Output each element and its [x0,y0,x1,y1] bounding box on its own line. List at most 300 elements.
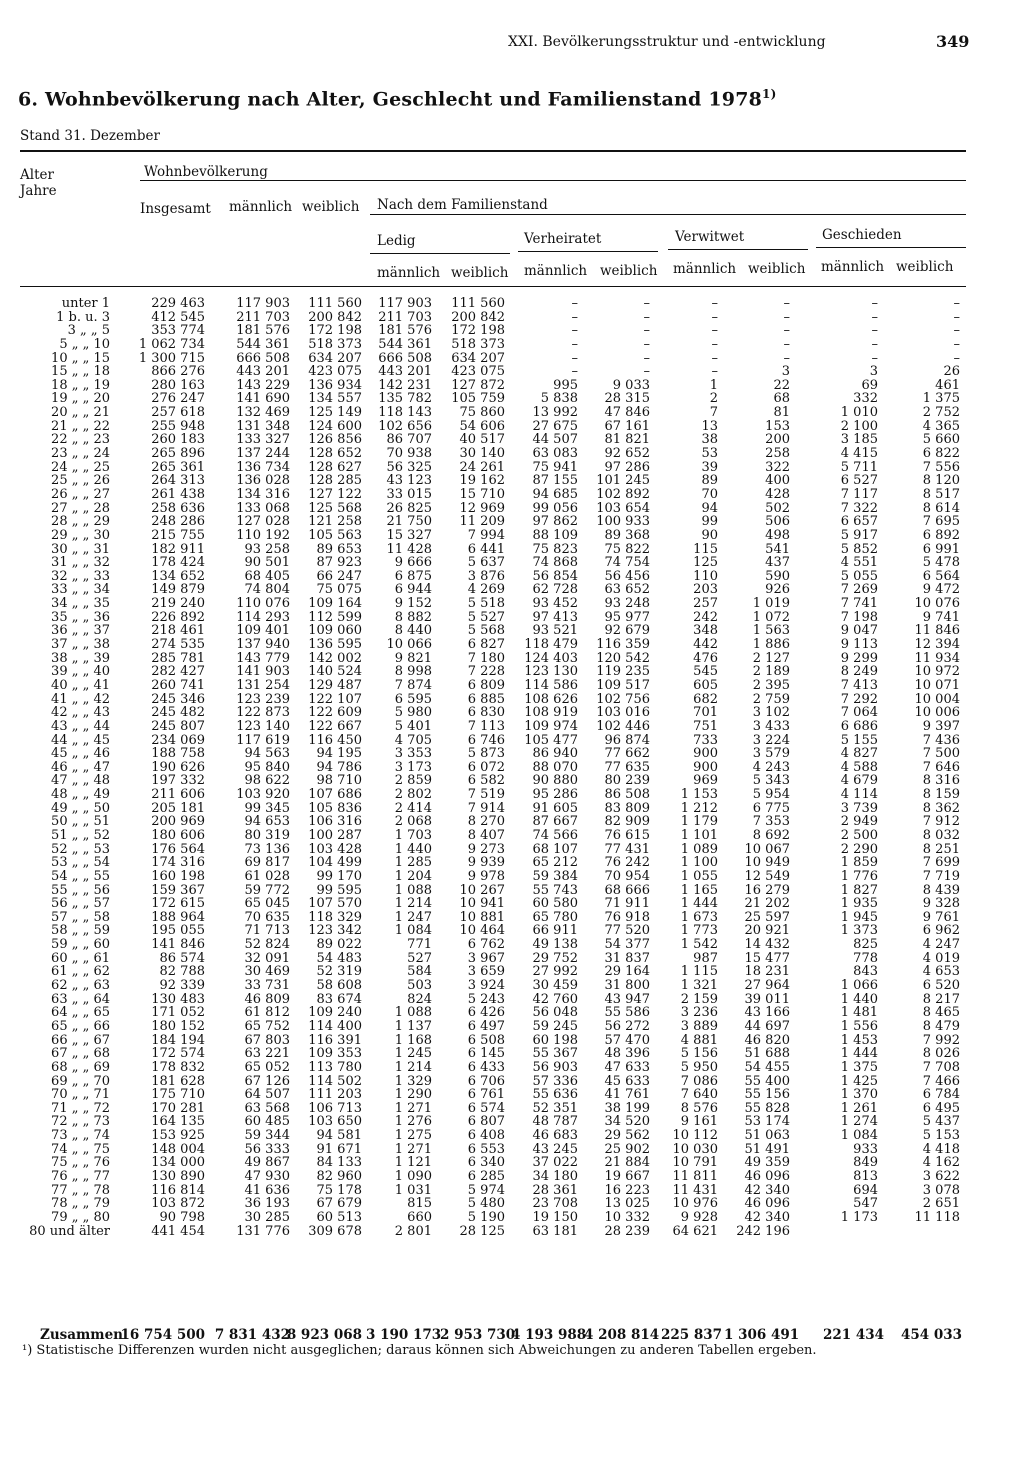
cell-gesch-w: 8 217 [922,991,960,1007]
cell-maennlich: 64 507 [244,1087,290,1103]
cell-maennlich: 127 028 [236,514,290,530]
cell-gesch-m: 778 [853,950,878,966]
cell-verw-m: 1 055 [680,868,718,884]
cell-verw-w: 51 688 [744,1046,790,1062]
cell-ledig-m: 1 137 [394,1018,432,1034]
cell-verw-m: – [711,323,718,339]
cell-maennlich: 117 619 [236,732,290,748]
cell-age: 68 „ „ 69 [51,1059,110,1075]
cell-ledig-w: 127 872 [451,377,505,393]
total-verh-w: 4 208 814 [584,1327,660,1343]
cell-verh-m: 55 743 [532,882,578,898]
cell-verw-m: – [711,350,718,366]
cell-weiblich: 82 960 [316,1169,362,1184]
cell-gesch-w: 7 466 [922,1073,960,1089]
cell-verh-m: 65 212 [532,855,578,871]
cell-ledig-m: 6 875 [394,568,432,584]
total-label: Zusammen [40,1327,123,1343]
cell-weiblich: 103 650 [308,1114,362,1130]
cell-verw-m: 203 [693,582,718,598]
cell-insgesamt: 90 798 [159,1209,205,1225]
cell-age: 19 „ „ 20 [51,391,110,407]
cell-ledig-w: 19 162 [459,473,505,489]
cell-gesch-m: 547 [853,1196,878,1212]
cell-ledig-w: 6 433 [467,1059,505,1075]
cell-verw-m: 900 [693,746,718,762]
table-row [0,829,1024,843]
cell-ledig-w: 3 659 [467,964,505,980]
cell-verh-m: 34 180 [532,1169,578,1184]
cell-verw-m: 1 100 [680,855,718,871]
cell-verw-m: 348 [693,623,718,639]
cell-verh-w: 25 902 [604,1141,650,1157]
cell-verw-w: 3 102 [752,705,790,721]
cell-ledig-w: 40 517 [459,432,505,448]
cell-verh-m: 75 823 [532,541,578,557]
cell-verw-w: – [783,350,790,366]
table-row [0,1143,1024,1157]
header-ledig: Ledig [377,233,416,249]
cell-verw-m: 682 [693,691,718,707]
cell-verw-w: 55 828 [744,1100,790,1116]
cell-verh-w: 9 033 [612,377,650,393]
cell-verw-m: 7 086 [680,1073,718,1089]
cell-insgesamt: 153 925 [151,1128,205,1144]
cell-weiblich: 116 450 [308,732,362,748]
cell-ledig-w: 10 941 [459,896,505,912]
cell-gesch-m: 694 [853,1182,878,1198]
cell-verw-w: 27 964 [744,978,790,994]
cell-insgesamt: 245 807 [151,718,205,734]
cell-age: 5 „ „ 10 [59,336,110,352]
cell-verw-m: 7 640 [680,1087,718,1103]
cell-verh-w: – [643,336,650,352]
cell-gesch-m: 843 [853,964,878,980]
cell-gesch-m: 3 185 [840,432,878,448]
cell-age: 55 „ „ 56 [51,882,110,898]
cell-gesch-m: 1 084 [840,1128,878,1144]
cell-insgesamt: 257 618 [151,405,205,421]
header-verwitwet-maennlich: männlich [673,261,737,277]
total-gesch-w: 454 033 [900,1327,962,1343]
cell-gesch-m: – [871,350,878,366]
cell-verw-w: 16 279 [744,882,790,898]
cell-ledig-w: 6 497 [467,1018,505,1034]
cell-age: 44 „ „ 45 [51,732,110,748]
cell-verh-m: 30 459 [532,978,578,994]
cell-verh-w: 55 586 [604,1005,650,1021]
cell-verh-m: 91 605 [532,800,578,816]
page-number: 349 [936,32,970,51]
cell-verh-w: 16 223 [604,1182,650,1198]
cell-verh-m: 28 361 [532,1182,578,1198]
cell-verh-w: 100 933 [596,514,650,530]
cell-gesch-w: 7 992 [922,1032,960,1048]
cell-verw-w: 39 011 [744,991,790,1007]
cell-verw-m: 1 673 [680,909,718,925]
footnote: ¹) Statistische Differenzen wurden nicht ausgeglichen; daraus können sich Abweichungen zu anderen Tabellen ergeben. [22,1343,817,1358]
cell-insgesamt: 188 964 [151,909,205,925]
cell-age: 58 „ „ 59 [51,923,110,939]
cell-age: 3 „ „ 5 [67,323,110,339]
cell-insgesamt: 172 615 [151,896,205,912]
cell-verw-w: 1 072 [752,609,790,625]
cell-verh-w: 29 164 [604,964,650,980]
cell-gesch-m: 3 [869,364,878,380]
cell-verw-m: 1 101 [680,827,718,843]
cell-gesch-m: 1 440 [840,991,878,1007]
cell-weiblich: 128 285 [308,473,362,489]
cell-insgesamt: 180 152 [151,1018,205,1034]
total-insgesamt: 16 754 500 [120,1327,205,1343]
cell-weiblich: 106 316 [308,814,362,830]
cell-ledig-m: 1 121 [394,1155,432,1171]
cell-ledig-w: 9 978 [467,868,505,884]
cell-weiblich: 103 428 [308,841,362,857]
cell-ledig-m: 1 168 [394,1032,432,1048]
cell-ledig-m: 211 703 [378,309,432,325]
cell-age: 59 „ „ 60 [51,937,110,953]
cell-maennlich: 33 731 [244,978,290,994]
cell-age: 34 „ „ 35 [51,596,110,612]
cell-weiblich: 75 178 [316,1182,362,1198]
cell-verh-w: 102 892 [596,486,650,502]
cell-gesch-w: 9 472 [922,582,960,598]
cell-verh-m: 29 752 [532,950,578,966]
table-row [0,652,1024,666]
table-row [0,1156,1024,1170]
cell-ledig-w: 10 464 [459,923,505,939]
cell-maennlich: 80 319 [244,827,290,843]
cell-age: unter 1 [61,296,110,311]
cell-verh-w: 74 754 [604,555,650,571]
cell-ledig-m: 1 247 [394,909,432,925]
cell-insgesamt: 190 626 [151,759,205,775]
cell-insgesamt: 215 755 [151,527,205,543]
cell-ledig-w: 423 075 [451,364,505,380]
cell-verw-m: 10 030 [672,1141,718,1157]
cell-ledig-m: 11 428 [386,541,432,557]
cell-verh-m: 37 022 [532,1155,578,1171]
cell-verw-w: 322 [765,459,790,475]
cell-ledig-w: 6 827 [467,637,505,653]
cell-gesch-w: – [953,323,960,339]
cell-gesch-m: – [871,309,878,325]
cell-insgesamt: 130 890 [151,1169,205,1184]
cell-ledig-m: 21 750 [386,514,432,530]
cell-gesch-w: 10 071 [914,677,960,693]
cell-maennlich: 211 703 [236,309,290,325]
cell-verw-m: 1 179 [680,814,718,830]
cell-weiblich: 114 502 [308,1073,362,1089]
cell-weiblich: 122 107 [308,691,362,707]
cell-verw-w: 2 127 [752,650,790,666]
cell-weiblich: 518 373 [308,336,362,352]
cell-maennlich: 56 333 [244,1141,290,1157]
cell-maennlich: 136 734 [236,459,290,475]
cell-insgesamt: 265 896 [151,446,205,462]
cell-verh-w: 82 909 [604,814,650,830]
cell-ledig-w: 7 180 [467,650,505,666]
cell-verw-w: 68 [773,391,790,407]
cell-age: 67 „ „ 68 [51,1046,110,1062]
cell-verw-m: 605 [693,677,718,693]
cell-verw-w: 2 395 [752,677,790,693]
cell-gesch-w: 7 719 [922,868,960,884]
cell-gesch-m: 7 413 [840,677,878,693]
cell-weiblich: 128 627 [308,459,362,475]
cell-ledig-w: 6 285 [467,1169,505,1184]
cell-verh-w: 119 235 [596,664,650,680]
cell-verw-m: 900 [693,759,718,775]
cell-gesch-m: 7 292 [840,691,878,707]
cell-ledig-m: 1 271 [394,1100,432,1116]
table-row [0,665,1024,679]
cell-verw-w: 3 579 [752,746,790,762]
cell-ledig-m: 2 414 [394,800,432,816]
cell-ledig-w: 10 267 [459,882,505,898]
cell-ledig-w: 5 527 [467,609,505,625]
table-row [0,747,1024,761]
cell-verh-m: 99 056 [532,500,578,516]
cell-verh-w: – [643,309,650,325]
cell-gesch-m: – [871,336,878,352]
cell-insgesamt: 353 774 [151,323,205,339]
cell-verh-m: 42 760 [532,991,578,1007]
cell-verh-m: 74 566 [532,827,578,843]
cell-weiblich: 121 258 [308,514,362,530]
cell-age: 28 „ „ 29 [51,514,110,530]
cell-verw-m: 125 [693,555,718,571]
table-row [0,543,1024,557]
cell-verh-m: 48 787 [532,1114,578,1130]
cell-gesch-m: 9 047 [840,623,878,639]
cell-gesch-w: 3 622 [922,1169,960,1184]
cell-ledig-w: 6 426 [467,1005,505,1021]
table-row [0,720,1024,734]
cell-verh-m: 59 245 [532,1018,578,1034]
cell-verh-w: 31 837 [604,950,650,966]
cell-insgesamt: 159 367 [151,882,205,898]
cell-ledig-m: 1 204 [394,868,432,884]
cell-verh-m: 43 245 [532,1141,578,1157]
cell-gesch-w: 8 465 [922,1005,960,1021]
cell-age: 38 „ „ 39 [51,650,110,666]
table-row [0,624,1024,638]
cell-gesch-m: 1 827 [840,882,878,898]
cell-ledig-m: 1 285 [394,855,432,871]
cell-age: 30 „ „ 31 [51,541,110,557]
table-row [0,774,1024,788]
cell-gesch-w: 7 436 [922,732,960,748]
cell-ledig-w: 6 809 [467,677,505,693]
cell-ledig-w: 6 072 [467,759,505,775]
cell-verw-m: 545 [693,664,718,680]
cell-verw-w: 51 491 [744,1141,790,1157]
cell-verh-m: 124 403 [524,650,578,666]
cell-gesch-w: 4 019 [922,950,960,966]
cell-gesch-m: 4 551 [840,555,878,571]
cell-verh-w: 13 025 [604,1196,650,1212]
cell-insgesamt: 174 316 [151,855,205,871]
cell-gesch-m: 1 453 [840,1032,878,1048]
cell-verh-m: 118 479 [524,637,578,653]
cell-verw-m: 8 576 [680,1100,718,1116]
cell-ledig-m: 6 595 [394,691,432,707]
cell-ledig-w: 6 553 [467,1141,505,1157]
table-row [0,679,1024,693]
cell-verw-w: 5 954 [752,787,790,803]
cell-gesch-w: – [953,296,960,311]
cell-verh-m: 93 521 [532,623,578,639]
cell-gesch-w: 4 162 [922,1155,960,1171]
cell-verw-m: 89 [701,473,718,489]
cell-ledig-w: 3 967 [467,950,505,966]
cell-verw-m: 10 112 [672,1128,718,1144]
cell-verh-m: 123 130 [524,664,578,680]
cell-age: 39 „ „ 40 [51,664,110,680]
cell-age: 77 „ „ 78 [51,1182,110,1198]
table-row [0,461,1024,475]
cell-gesch-w: 6 784 [922,1087,960,1103]
cell-age: 48 „ „ 49 [51,787,110,803]
cell-insgesamt: 219 240 [151,596,205,612]
cell-gesch-w: 4 653 [922,964,960,980]
cell-maennlich: 30 285 [244,1209,290,1225]
total-ledig-m: 3 190 173 [366,1327,442,1343]
cell-verw-w: 43 166 [744,1005,790,1021]
cell-insgesamt: 264 313 [151,473,205,489]
cell-verh-m: 55 367 [532,1046,578,1062]
cell-gesch-w: 8 316 [922,773,960,789]
cell-age: 43 „ „ 44 [51,718,110,734]
cell-gesch-w: 10 006 [914,705,960,721]
cell-gesch-w: – [953,350,960,366]
cell-maennlich: 141 903 [236,664,290,680]
cell-verw-w: 54 455 [744,1059,790,1075]
cell-verw-m: – [711,309,718,325]
top-rule [20,150,966,152]
cell-verw-w: 541 [765,541,790,557]
table-row [0,965,1024,979]
table-row [0,392,1024,406]
cell-gesch-m: 7 117 [840,486,878,502]
cell-gesch-m: 8 249 [840,664,878,680]
cell-verh-w: 41 761 [604,1087,650,1103]
cell-ledig-m: 1 088 [394,882,432,898]
cell-verh-w: 76 918 [604,909,650,925]
cell-verh-w: 83 809 [604,800,650,816]
cell-verw-w: 2 759 [752,691,790,707]
cell-verh-m: 97 862 [532,514,578,530]
cell-age: 71 „ „ 72 [51,1100,110,1116]
cell-maennlich: 65 045 [244,896,290,912]
cell-verh-w: 92 652 [604,446,650,462]
cell-verh-w: 56 456 [604,568,650,584]
cell-maennlich: 95 840 [244,759,290,775]
table-row [0,693,1024,707]
total-maennlich: 7 831 432 [214,1327,290,1343]
cell-insgesamt: 134 652 [151,568,205,584]
cell-gesch-m: 4 827 [840,746,878,762]
cell-verh-w: 38 199 [604,1100,650,1116]
cell-verw-m: 1 542 [680,937,718,953]
cell-ledig-w: 200 842 [451,309,505,325]
cell-gesch-w: 11 934 [914,650,960,666]
cell-verh-w: – [643,296,650,311]
table-row [0,952,1024,966]
cell-gesch-w: 5 660 [922,432,960,448]
table-row [0,474,1024,488]
cell-verw-w: 22 [773,377,790,393]
cell-insgesamt: 226 892 [151,609,205,625]
cell-ledig-m: 1 329 [394,1073,432,1089]
cell-age: 41 „ „ 42 [51,691,110,707]
header-rule-geschieden [816,247,966,248]
cell-maennlich: 134 316 [236,486,290,502]
cell-ledig-w: 7 914 [467,800,505,816]
cell-insgesamt: 178 832 [151,1059,205,1075]
table-row [0,1170,1024,1184]
cell-verw-w: 153 [765,418,790,434]
table-row [0,352,1024,366]
cell-gesch-w: 11 846 [914,623,960,639]
cell-verh-w: 103 654 [596,500,650,516]
cell-verw-m: 11 431 [672,1182,718,1198]
cell-ledig-m: 1 214 [394,896,432,912]
cell-insgesamt: 276 247 [151,391,205,407]
cell-verw-m: 1 165 [680,882,718,898]
cell-gesch-w: 6 520 [922,978,960,994]
cell-maennlich: 98 622 [244,773,290,789]
cell-maennlich: 69 817 [244,855,290,871]
table-row [0,1006,1024,1020]
cell-weiblich: 84 133 [316,1155,362,1171]
cell-age: 37 „ „ 38 [51,637,110,653]
cell-weiblich: 129 487 [308,677,362,693]
cell-gesch-w: 9 328 [922,896,960,912]
cell-ledig-w: 6 408 [467,1128,505,1144]
cell-verh-m: 23 708 [532,1196,578,1212]
cell-gesch-m: 7 064 [840,705,878,721]
cell-verw-m: 53 [701,446,718,462]
cell-verw-m: 10 976 [672,1196,718,1212]
header-ledig-weiblich: weiblich [451,265,509,281]
cell-insgesamt: 261 438 [151,486,205,502]
cell-age: 33 „ „ 34 [51,582,110,598]
cell-ledig-w: 5 568 [467,623,505,639]
header-wohnbevoelkerung: Wohnbevölkerung [144,164,268,180]
cell-ledig-m: 544 361 [378,336,432,352]
cell-gesch-m: 813 [853,1169,878,1184]
cell-insgesamt: 260 741 [151,677,205,693]
cell-verw-w: 55 400 [744,1073,790,1089]
cell-ledig-m: 1 088 [394,1005,432,1021]
cell-age: 21 „ „ 22 [51,418,110,434]
cell-verh-w: 102 756 [596,691,650,707]
cell-maennlich: 133 327 [236,432,290,448]
cell-weiblich: 125 568 [308,500,362,516]
cell-verw-w: 6 775 [752,800,790,816]
cell-gesch-w: 6 822 [922,446,960,462]
cell-gesch-m: 1 370 [840,1087,878,1103]
cell-verw-w: 46 096 [744,1169,790,1184]
cell-verh-w: 77 662 [604,746,650,762]
cell-ledig-w: 5 518 [467,596,505,612]
cell-weiblich: 52 319 [316,964,362,980]
cell-insgesamt: 134 000 [151,1155,205,1171]
header-rule-1 [140,180,966,181]
